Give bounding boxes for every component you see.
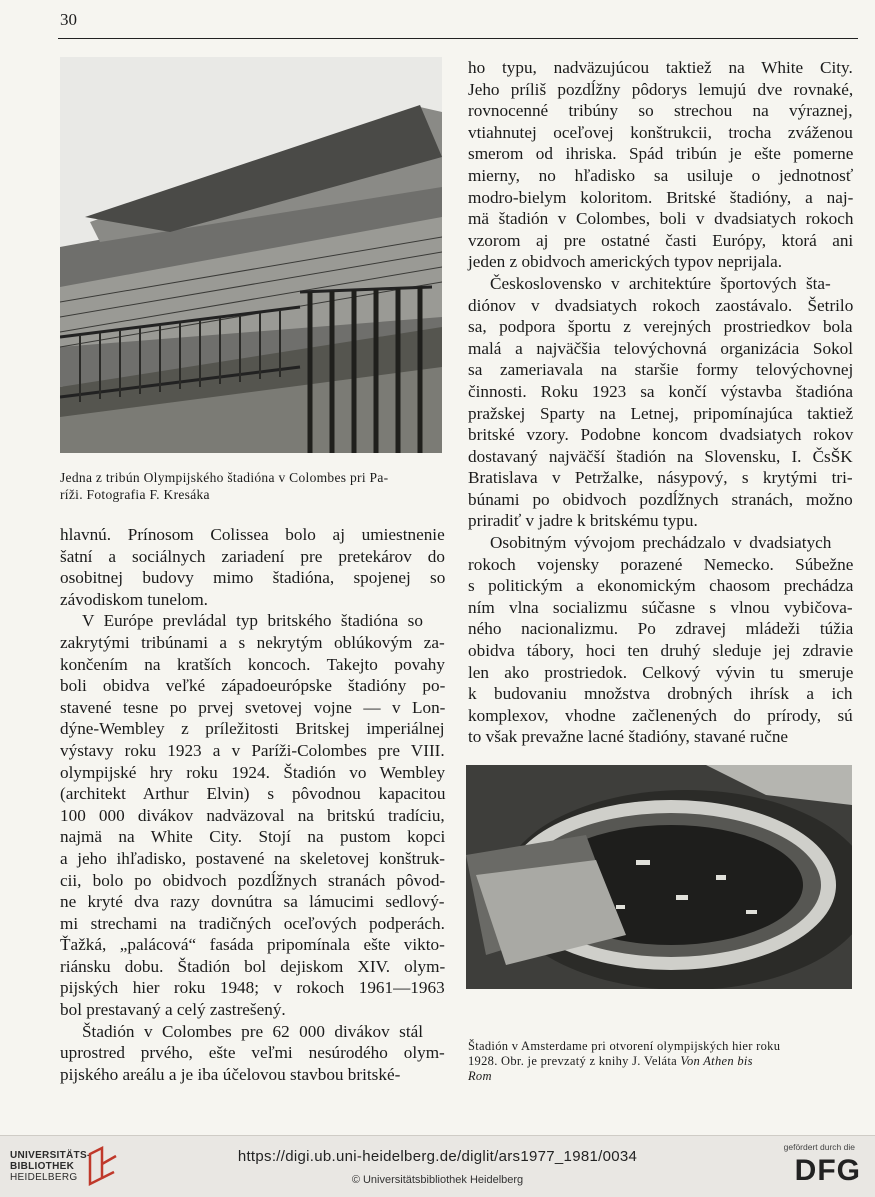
page-number: 30 <box>60 10 77 29</box>
text-line: rovnocenné tribúny so strechou na výraznej, <box>468 101 853 121</box>
caption-line: Štadión v Amsterdame pri otvorení olympijských hier roku <box>468 1039 781 1053</box>
header-rule <box>58 38 858 39</box>
page-url-link[interactable]: https://digi.ub.uni-heidelberg.de/diglit/ars1977_1981/0034 <box>237 1148 638 1165</box>
text-line: a jeho ihľadisko, postavené na skeletovej konštruk- <box>60 848 446 868</box>
text-line: komplexov, vhodne začlenených do prírody, sú <box>468 705 853 725</box>
text-line: pražskej Sparty na Letnej, pripomínajúca taktiež <box>468 403 854 423</box>
caption-line: ríži. Fotografia F. Kresáka <box>60 487 210 502</box>
text-line: priradiť v jadre k britskému typu. <box>468 511 698 531</box>
dfg-logo[interactable]: DFG <box>794 1154 861 1187</box>
text-line: pijského areálu a je iba účelovou stavbou britské- <box>60 1064 401 1084</box>
text-line: len ako prostriedok. Celkový vývin tu smeruje <box>468 662 854 682</box>
right-text-column <box>468 57 853 748</box>
text-line: k budovaniu množstva drobných ihrísk a ich <box>468 684 853 704</box>
stadium-aerial-illustration <box>466 765 852 989</box>
text-line: ne kryté dva razy dovnútra sa lámucimi sedlový- <box>60 892 445 912</box>
left-text-column <box>60 524 445 1085</box>
text-line: Československo v architektúre športových šta- <box>490 273 831 293</box>
library-name-line: UNIVERSITÄTS- <box>10 1150 91 1161</box>
text-line: rokoch vojensky porazené Nemecko. Súbežne <box>468 554 854 574</box>
text-line: dýne-Wembley z príležitosti Britskej imperiálnej <box>60 719 445 739</box>
text-line: mi strechami na tradičných oceľových podperách. <box>60 913 445 933</box>
text-line: jeden z obidvoch amerických typov neprijala. <box>468 252 783 272</box>
text-line: smerom od ihriska. Spád tribún je ešte pomerne <box>468 144 854 164</box>
photo-caption-2 <box>468 1039 853 1084</box>
text-line: malá a najväčšia telovýchovná organizácia Sokol <box>468 338 854 358</box>
copyright-text: © Universitätsbibliothek Heidelberg <box>351 1174 524 1186</box>
text-line: závodiskom tunelom. <box>60 589 208 609</box>
text-line: mä štadión v Colombes, boli v dvadsiatych rokoch <box>468 209 854 229</box>
stadium-grandstand-photo <box>60 57 442 453</box>
text-line: výstavy roku 1923 a v Paríži-Colombes pre VIII. <box>60 740 445 760</box>
text-line: osobitnej budovy mimo štadióna, spojenej so <box>60 568 446 588</box>
caption-book-title: Von Athen bis <box>680 1054 753 1068</box>
grandstand-illustration <box>60 57 442 453</box>
text-line: mierny, no hľadisko sa usiluje o jednotnosť <box>468 165 854 185</box>
text-line: V Európe prevládal typ britského štadióna so <box>82 611 423 631</box>
library-name-line: HEIDELBERG <box>10 1172 78 1183</box>
text-line: pijských hier roku 1948; v rokoch 1961—1963 <box>60 978 445 998</box>
text-line: končením na kratších koncoch. Takejto povahy <box>60 654 445 674</box>
text-line: uprostred prvého, ešte veľmi nesúrodého olym- <box>60 1043 445 1063</box>
amsterdam-stadium-aerial-photo <box>466 765 852 989</box>
text-line: 100 000 divákov nadväzoval na britskú tradíciu, <box>60 805 445 825</box>
text-line: olympijské hry roku 1924. Štadión vo Wembley <box>60 762 446 782</box>
text-line: to však prevažne lacné štadióny, stavané ručne <box>468 727 789 747</box>
text-line: ním vlna socializmu súčasne s vlnou vybičova- <box>468 597 853 617</box>
text-line: cii, bolo po obidvoch pozdĺžnych stranách pôvod- <box>60 870 446 890</box>
text-line: Ťažká, „palácová“ fasáda pripomínala ešte vikto- <box>60 935 445 955</box>
text-line: s politickým a ekonomickým chaosom prechádza <box>468 576 854 596</box>
text-line: Jeho príliš pozdĺžny pôdorys lemujú dve rovnaké, <box>468 79 854 99</box>
text-line: vtiahnutej oceľovej konštrukcii, trocha zváženou <box>468 122 853 142</box>
viewer-footer <box>0 1135 875 1197</box>
text-line: sa, podpora športu z verejných prostriedkov bola <box>468 317 853 337</box>
text-line: boli obidva veľké západoeurópske štadióny po- <box>60 676 446 696</box>
text-line: obidva tábory, hoci ten druhý sleduje jej zdravie <box>468 641 854 661</box>
caption-line: Jedna z tribún Olympijského štadióna v Colombes pri Pa- <box>60 470 389 485</box>
text-line: búnami po obidvoch pozdĺžnych stranách, možno <box>468 489 853 509</box>
text-line: najmä na White City. Stojí na pustom kopci <box>60 827 446 847</box>
library-name-line: BIBLIOTHEK <box>10 1161 75 1172</box>
text-line: šatní a sociálnych zariadení pre pretekárov do <box>60 546 445 566</box>
text-line: modro-bielym koloritom. Britské štadióny, a naj- <box>468 187 854 207</box>
text-line: Osobitným vývojom prechádzalo v dvadsiatych <box>490 533 832 553</box>
text-line: zakrytými tribúnami a s nekrytým oblúkovým za- <box>60 632 445 652</box>
caption-line: 1928. Obr. je prevzatý z knihy J. Veláta <box>468 1054 677 1068</box>
caption-book-title-cont: Rom <box>468 1069 492 1083</box>
text-line: sa zameriavala na staršie formy telovýchovnej <box>468 360 854 380</box>
text-line: vzorom aj pre ostatné časti Európy, ktorá ani <box>468 230 854 250</box>
text-line: Štadión v Colombes pre 62 000 divákov stál <box>82 1021 424 1041</box>
text-line: stavené tesne po prvej svetovej vojne — v Lon- <box>60 697 446 717</box>
text-line: (architekt Arthur Elvin) s pôvodnou kapacitou <box>60 784 446 804</box>
text-line: dostavaný najväčší štadión na Slovensku, I. ČsŠK <box>468 446 853 466</box>
text-line: riánsku dobu. Štadión bol dejiskom XIV. olym- <box>60 956 446 976</box>
text-line: britské vzory. Podobne koncom dvadsiatych rokov <box>468 425 854 445</box>
text-line: činnosti. Roku 1923 sa končí výstavba štadióna <box>468 381 853 401</box>
photo-caption-1 <box>60 469 445 503</box>
text-line: Bratislava v Petržalke, násypový, s krytými tri- <box>468 468 853 488</box>
text-line: bol prestavaný a celý zastrešený. <box>60 1000 286 1020</box>
funding-note: gefördert durch die <box>783 1142 855 1152</box>
text-line: ho typu, nadväzujúcou taktiež na White City. <box>468 58 853 77</box>
text-line: diónov v dvadsiatych rokoch zaostávalo. Šetrilo <box>468 295 854 315</box>
text-line: hlavnú. Prínosom Colissea bolo aj umiestnenie <box>60 525 445 544</box>
text-line: ného nacionalizmu. Po zdravej mládeži túžia <box>468 619 854 639</box>
